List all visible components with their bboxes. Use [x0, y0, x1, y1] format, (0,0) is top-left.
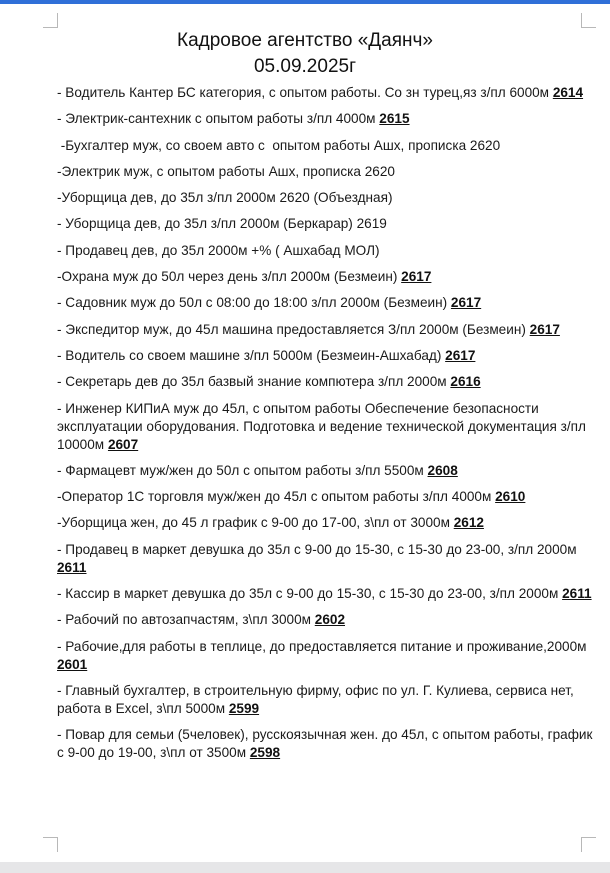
vacancy-code: 2617 [529, 321, 560, 337]
vacancy-code: 2614 [552, 85, 584, 100]
vacancy-code: 2611 [562, 586, 592, 602]
vacancy-item [57, 189, 595, 207]
vacancy-text: - Садовник муж до 50л с 08:00 до 18:00 з/пл 2000м (Безмеин) [57, 295, 451, 311]
vacancy-item [57, 682, 595, 718]
vacancy-text: - Продавец дев, до 35л 2000м +% ( Ашхабад МОЛ) [57, 242, 380, 258]
vacancy-code: 2612 [453, 515, 484, 531]
vacancy-text: - Рабочие,для работы в теплице, до предоставляется питание и проживание,2000м [57, 638, 587, 654]
vacancy-text: - Инженер КИПиА муж до 45л, с опытом работы Обеспечение безопасности эксплуатации оборудования. Подготовка и ведение технической документация з/пл 10000м [57, 400, 586, 452]
page-corner-mark [581, 837, 596, 852]
vacancy-text: -Уборщица жен, до 45 л график с 9-00 до 17-00, з\пл от 3000м [57, 515, 454, 531]
vacancy-item [57, 462, 595, 480]
vacancy-text: - Водитель со своем машине з/пл 5000м (Безмеин-Ашхабад) [57, 347, 446, 363]
vacancy-item [57, 541, 595, 577]
vacancy-code: 2601 [57, 656, 88, 672]
vacancy-text: - Экспедитор муж, до 45л машина предоставляется З/пл 2000м (Безмеин) [57, 321, 530, 337]
document-title: Кадровое агентство «Даянч» [177, 30, 433, 51]
vacancy-item [57, 215, 595, 233]
vacancy-item [57, 585, 595, 603]
vacancy-text: -Электрик муж, с опытом работы Ашх, прописка 2620 [57, 163, 395, 179]
page-corner-mark [581, 13, 596, 28]
document-date: 05.09.2025г [253, 56, 357, 77]
document-page [0, 4, 610, 862]
vacancy-item [57, 137, 595, 155]
vacancy-code: 2602 [314, 612, 346, 628]
vacancy-code: 2608 [427, 462, 458, 478]
vacancy-item [57, 268, 595, 286]
vacancy-text: - Главный бухгалтер, в строительную фирму, офис по ул. Г. Кулиева, сервиса нет, работа в Excel, з\пл 5000м [57, 682, 574, 716]
vacancy-item [57, 84, 595, 102]
vacancy-text: -Бухгалтер муж, со своем авто с опытом работы Ашх, прописка 2620 [57, 137, 501, 153]
vacancy-text: - Уборщица дев, до 35л з/пл 2000м (Беркарар) 2619 [57, 216, 387, 232]
page-corner-mark [43, 13, 58, 28]
vacancy-code: 2599 [228, 700, 260, 716]
vacancy-item [57, 488, 595, 506]
vacancy-text: - Электрик-сантехник с опытом работы з/пл 4000м [57, 111, 380, 127]
vacancy-code: 2615 [379, 111, 410, 127]
vacancy-item [57, 242, 595, 260]
vacancy-item [57, 373, 595, 391]
vacancy-code: 2598 [249, 745, 281, 761]
vacancy-item [57, 611, 595, 629]
vacancy-code: 2610 [495, 489, 526, 505]
vacancy-text: -Охрана муж до 50л через день з/пл 2000м (Безмеин) [57, 269, 402, 285]
vacancy-code: 2617 [450, 295, 482, 311]
vacancy-text: - Фармацевт муж/жен до 50л с опытом работы з/пл 5500м [57, 462, 428, 478]
vacancy-item [57, 163, 595, 181]
vacancy-text: - Водитель Кантер БС категория, с опытом работы. Со зн турец,яз з/пл 6000м [57, 85, 553, 100]
vacancy-text: - Кассир в маркет девушка до 35л с 9-00 до 15-30, с 15-30 до 23-00, з/пл 2000м [57, 586, 563, 602]
vacancy-item [57, 726, 595, 762]
page-corner-mark [43, 837, 58, 852]
vacancy-item [57, 110, 595, 128]
vacancy-text: -Уборщица дев, до 35л з/пл 2000м 2620 (Объездная) [57, 190, 393, 206]
vacancy-item [57, 347, 595, 365]
bottom-band [0, 862, 610, 873]
vacancy-list [57, 84, 595, 771]
vacancy-text: - Продавец в маркет девушка до 35л с 9-00 до 15-30, с 15-30 до 23-00, з/пл 2000м [57, 541, 577, 557]
vacancy-code: 2617 [445, 347, 476, 363]
vacancy-code: 2611 [57, 559, 87, 575]
vacancy-text: -Оператор 1С торговля муж/жен до 45л с опытом работы з/пл 4000м [57, 489, 496, 505]
vacancy-code: 2607 [107, 436, 139, 452]
vacancy-item [57, 294, 595, 312]
vacancy-item [57, 321, 595, 339]
vacancy-text: - Повар для семьи (5человек), русскоязычная жен. до 45л, с опытом работы, график с 9-00 до 19-00, з\пл от 3500м [57, 727, 593, 761]
vacancy-code: 2617 [401, 269, 432, 285]
vacancy-item [57, 514, 595, 532]
vacancy-item [57, 400, 595, 454]
vacancy-code: 2616 [450, 374, 481, 390]
vacancy-item [57, 638, 595, 674]
vacancy-text: - Секретарь дев до 35л базвый знание компютера з/пл 2000м [57, 374, 451, 390]
vacancy-text: - Рабочий по автозапчастям, з\пл 3000м [57, 612, 315, 628]
